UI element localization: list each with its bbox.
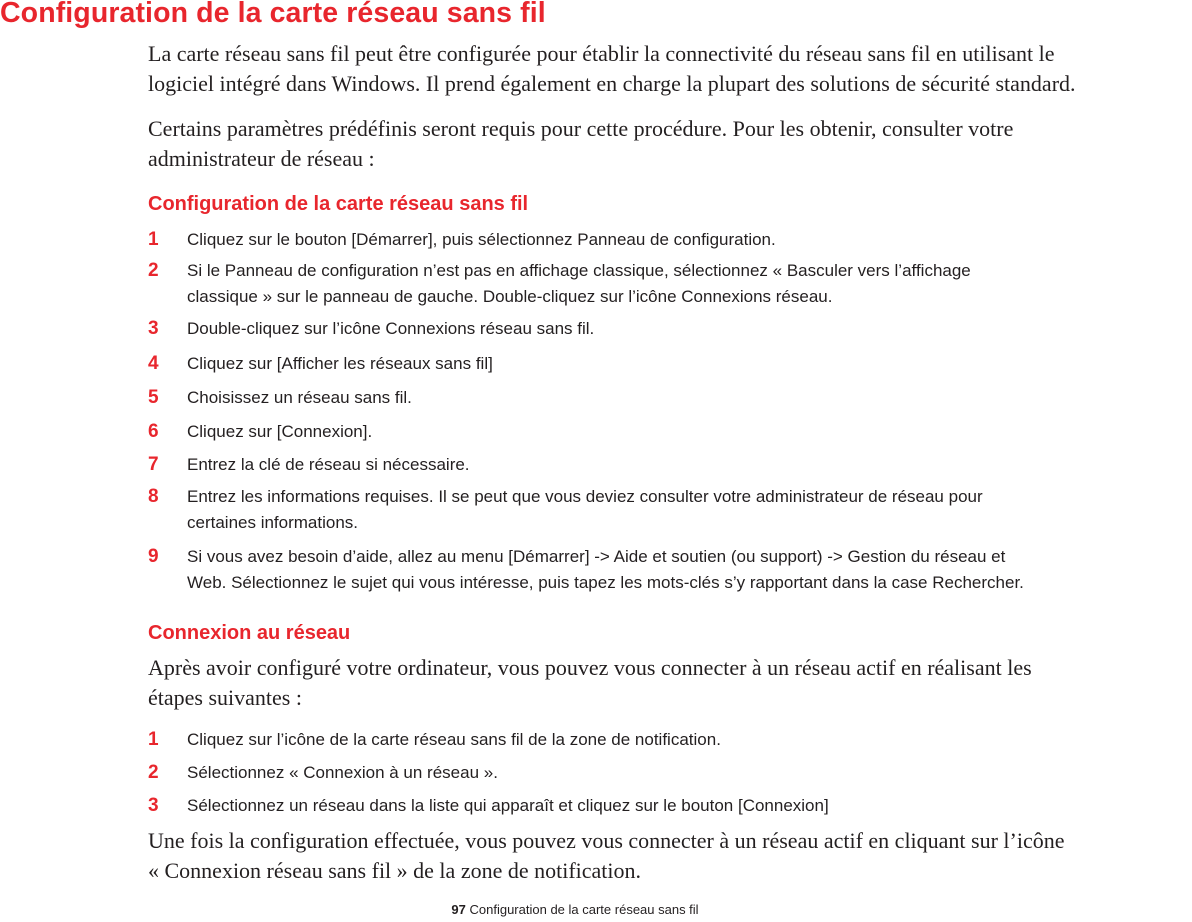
step-line: Cliquez sur [Connexion]. [187,422,373,441]
connexion-intro-paragraph [148,653,1192,713]
step-item [148,760,1192,790]
step-number: 6 [148,421,159,442]
step-line: Cliquez sur [Afficher les réseaux sans fil] [187,354,493,373]
text-line: étapes suivantes : [148,685,302,710]
step-line: certaines informations. [187,513,359,532]
text-line: « Connexion réseau sans fil » de la zone de notification. [148,858,642,883]
text-line: Après avoir configuré votre ordinateur, vous pouvez vous connecter à un réseau actif en réalisant les [148,655,1032,680]
step-line: Cliquez sur le bouton [Démarrer], puis sélectionnez Panneau de configuration. [187,230,776,249]
step-line: Entrez la clé de réseau si nécessaire. [187,455,470,474]
step-item [148,727,1192,757]
text-line: Certains paramètres prédéfinis seront requis pour cette procédure. Pour les obtenir, consulter votre [148,116,1014,141]
footer-text: Configuration de la carte réseau sans fil [469,902,699,917]
step-line: classique » sur le panneau de gauche. Double-cliquez sur l’icône Connexions réseau. [187,287,833,306]
step-text [187,385,1192,411]
step-number: 2 [148,762,159,783]
intro-paragraph-2 [148,114,1192,174]
step-text [187,544,1192,596]
intro-paragraph-1 [148,39,1192,99]
text-line: Une fois la configuration effectuée, vous pouvez vous connecter à un réseau actif en cliquant sur l’icône [148,828,1065,853]
step-item [148,544,1192,604]
step-text [187,452,1192,478]
step-line: Entrez les informations requises. Il se peut que vous deviez consulter votre administrateur de réseau pour [187,487,983,506]
text-line: logiciel intégré dans Windows. Il prend également en charge la plupart des solutions de sécurité standard. [148,71,1076,96]
step-text [187,258,1192,310]
step-line: Web. Sélectionnez le sujet qui vous intéresse, puis tapez les mots-clés s’y rapportant dans la case Rechercher. [187,573,1024,592]
text-line: La carte réseau sans fil peut être configurée pour établir la connectivité du réseau sans fil en utilisant le [148,41,1055,66]
step-text [187,760,1192,786]
text-line: administrateur de réseau : [148,146,375,171]
step-number: 7 [148,454,159,475]
step-number: 2 [148,260,159,281]
step-item [148,793,1192,823]
step-number: 8 [148,486,159,507]
step-line: Si le Panneau de configuration n’est pas en affichage classique, sélectionnez « Basculer vers l’affichage [187,261,971,280]
step-line: Sélectionnez « Connexion à un réseau ». [187,763,498,782]
step-number: 4 [148,353,159,374]
page-number: 97 [451,902,466,917]
step-text [187,351,1192,377]
page-title: Configuration de la carte réseau sans fil [0,0,546,29]
section-heading-connexion: Connexion au réseau [148,622,351,644]
step-number: 1 [148,729,159,750]
section-heading-configuration: Configuration de la carte réseau sans fil [148,193,529,215]
step-number: 3 [148,795,159,816]
step-line: Double-cliquez sur l’icône Connexions réseau sans fil. [187,319,595,338]
step-text [187,316,1192,342]
step-line: Choisissez un réseau sans fil. [187,388,412,407]
step-text [187,227,1192,253]
step-line: Sélectionnez un réseau dans la liste qui apparaît et cliquez sur le bouton [Connexion] [187,796,829,815]
step-item [148,258,1192,318]
step-text [187,727,1192,753]
step-item [148,484,1192,544]
step-text [187,793,1192,819]
step-line: Cliquez sur l’icône de la carte réseau sans fil de la zone de notification. [187,730,721,749]
step-text [187,419,1192,445]
step-number: 1 [148,229,159,250]
step-line: Si vous avez besoin d’aide, allez au menu [Démarrer] -> Aide et soutien (ou support) -> Gestion du réseau et [187,547,1006,566]
step-number: 3 [148,318,159,339]
step-text [187,484,1192,536]
step-number: 5 [148,387,159,408]
step-number: 9 [148,546,159,567]
page-footer [0,902,1150,917]
connexion-outro-paragraph [148,826,1192,886]
